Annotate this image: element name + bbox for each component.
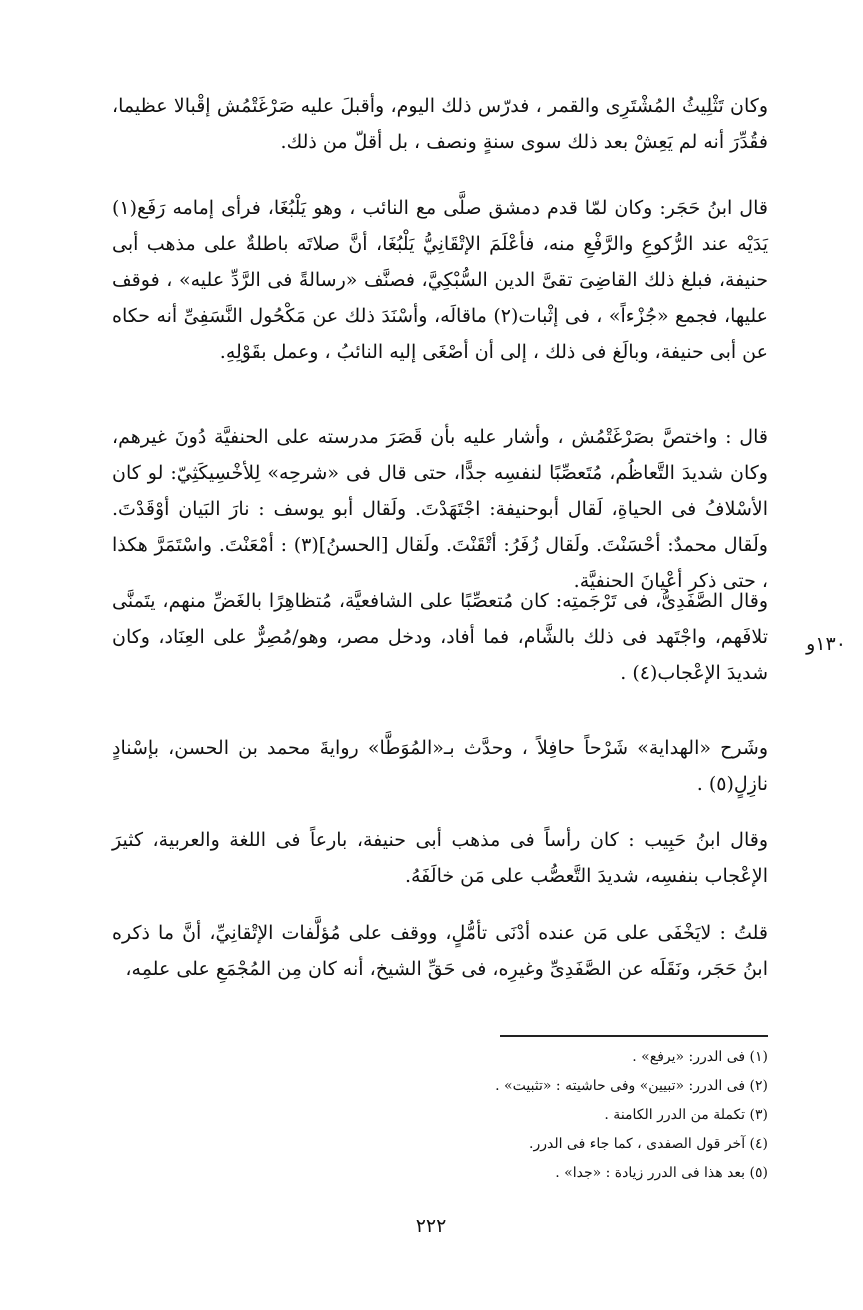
paragraph-6: وقال ابنُ حَبِيب : كان رأساً فى مذهب أبى حنيفة، بارعاً فى اللغة والعربية، كثيرَ الإعْجاب بنفسِه، شديدَ التَّعصُّب على مَن خالَفَهُ. [112,829,768,887]
paragraph-2: قال ابنُ حَجَر: وكان لمّا قدم دمشق صلَّى مع النائب ، وهو يَلْبُغَا، فرأى إمامه رَفَع(١) يَدَيْه عند الرُّكوعِ والرَّفْعِ منه، فأعْلَمَ الإتْقَانِيُّ يَلْبُغَا، أنَّ صلاتَه باطلةٌ على مذهب أبى حنيفة، فبلغ ذلك القاضِىَ تقىَّ الدين السُّبْكِيَّ، فصنَّف «رسالةً فى الرَّدِّ عليه» ، فوقف عليها، فجمع «جُزْءاً» ، فى إثْبات(٢) ماقالَه، وأسْنَدَ ذلك عن مَكْحُول النَّسَفِىِّ أنه حكاه عن أبى حنيفة، وبالَغ فى ذلك ، إلى أن أصْغَى إليه النائبُ ، وعمل بقَوْلِهِ. [112,197,769,363]
footnote-5: (٥) بعد هذا فى الدرر زيادة : «جدا» . [555,1165,768,1181]
footnote-2: (٢) فى الدرر: «تبيين» وفى حاشيته : «تثبيت» . [495,1078,768,1094]
folio-margin-note: ١٣٠و [806,633,846,655]
footnote-1: (١) فى الدرر: «يرفع» . [632,1049,768,1065]
paragraph-1: وكان تَثْلِيثُ المُشْتَرِى والقمر ، فدرّس ذلك اليوم، وأقبلَ عليه صَرْغَتْمُش إقْبالا عظيما، فقُدِّرَ أنه لم يَعِشْ بعد ذلك سوى سنةٍ ونصف ، بل أقلّ من ذلك. [112,95,768,153]
paragraph-3: قال : واختصَّ بصَرْغَتْمُش ، وأشار عليه بأن قَصَرَ مدرسته على الحنفيَّة دُونَ غيرهم، وكان شديدَ التَّعاظُم، مُتَعصِّبًا لنفسِه جدًّا، حتى قال فى «شرحِه» لِلأخْسِيكَثِيّ: لو كان الأسْلافُ فى الحياةِ، لَقال أبوحنيفة: اجْتَهَدْتَ. ولَقال أبو يوسف : نارَ البَيان أوْقَدْتَ. ولَقال محمدٌ: أحْسَنْتَ. ولَقال زُفَرُ: أتْقَنْتَ. ولَقال [الحسنُ](٣) : أمْعَنْتَ. واسْتَمَرَّ هكذا ، حتى ذكر أعْيانَ الحنفيَّة. [112,426,768,592]
paragraph-4: وقال الصَّفَدِىُّ، فى تَرْجَمتِه: كان مُتعصِّبًا على الشافعيَّة، مُتظاهِرًا بالغَضِّ منهم، يتَمنَّى تلافَهم، واجْتَهد فى ذلك بالشَّام، فما أفاد، ودخل مصر، وهو/مُصِرٌّ على العِنَاد، وكان شديدَ الإعْجاب(٤) . [112,590,768,684]
page-number: ٢٢٢ [415,1215,447,1237]
footnote-4: (٤) آخر قول الصفدى ، كما جاء فى الدرر. [529,1136,768,1152]
paragraph-7: قلتُ : لايَخْفَى على مَن عنده أدْنَى تأمُّلٍ، ووقف على مُؤلَّفات الإتْقانِيِّ، أنَّ ما ذكره ابنُ حَجَر، ونَقَلَه عن الصَّفَدِىِّ وغيرِه، فى حَقِّ الشيخ، أنه كان مِن المُجْمَعِ على علمِه، [112,922,768,980]
footnote-divider [500,1035,768,1037]
paragraph-5: وشَرح «الهداية» شَرْحاً حافِلاً ، وحدَّث بـ«المُوَطَّا» روايةَ محمد بن الحسن، بإسْنادٍ نازِلٍ(٥) . [112,737,768,795]
footnotes [112,1043,768,1188]
footnote-3: (٣) تكملة من الدرر الكامنة . [604,1107,768,1123]
